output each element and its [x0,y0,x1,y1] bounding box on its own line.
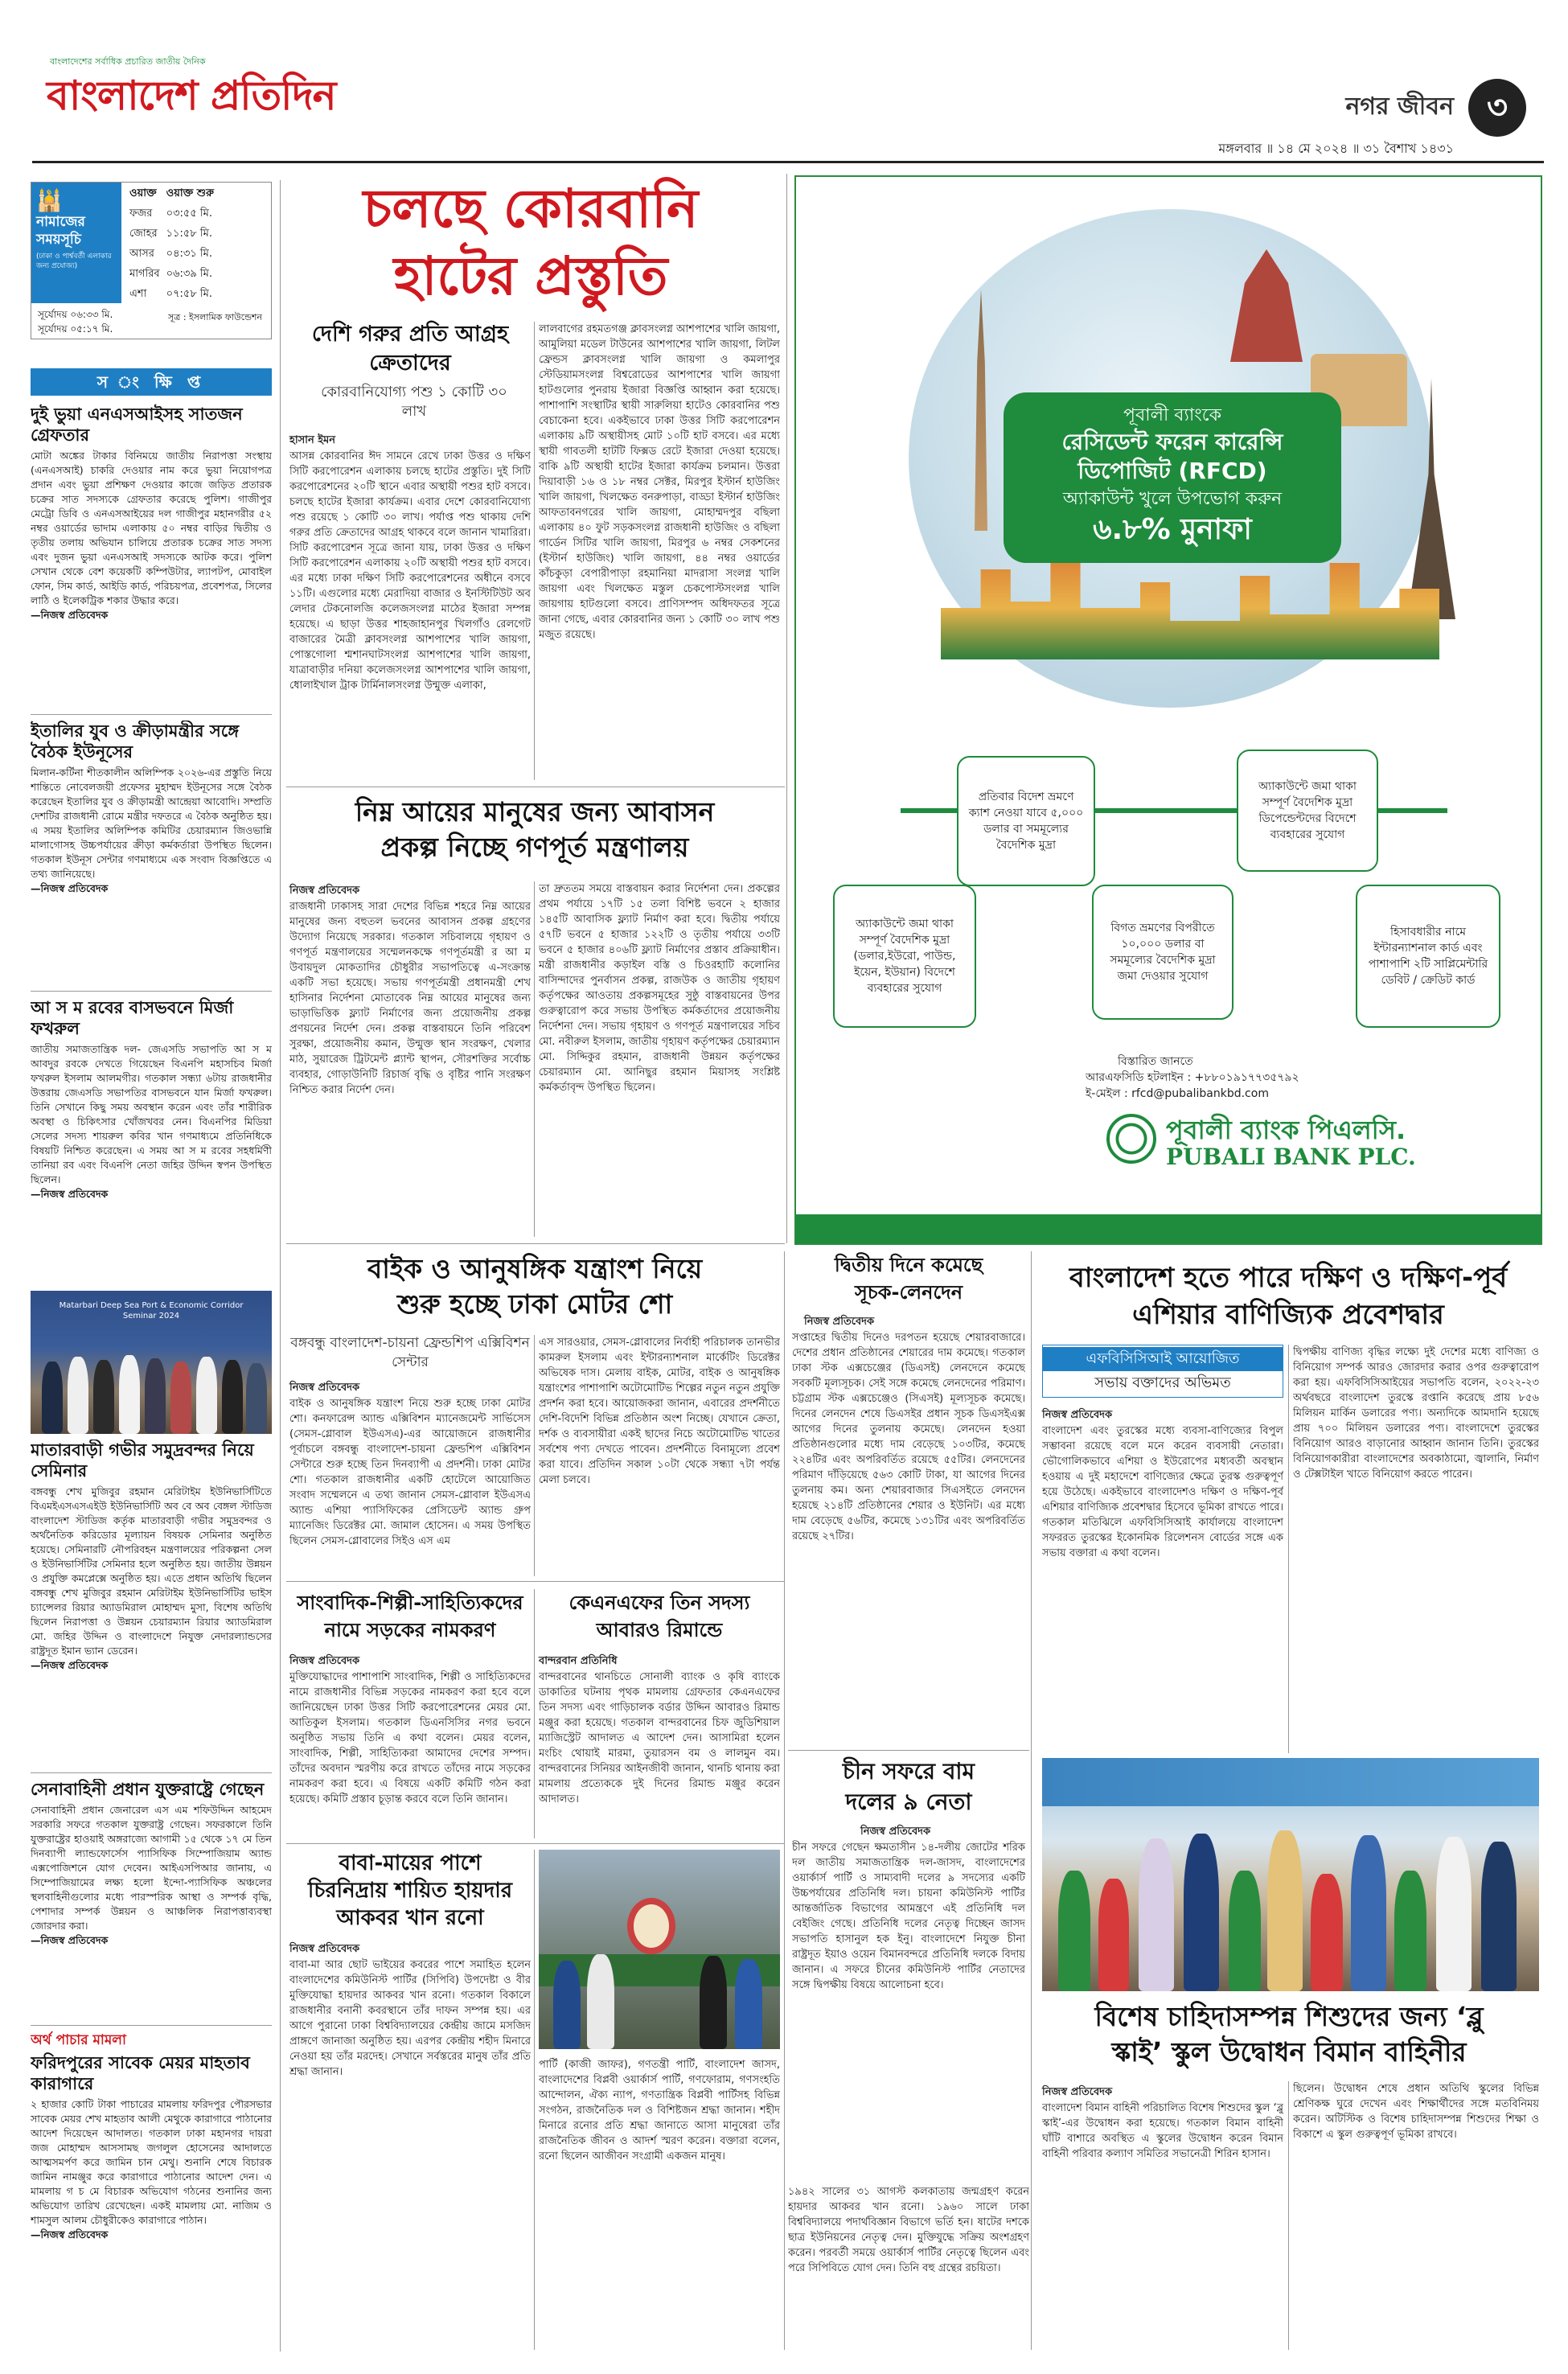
seminar-photo [31,1291,272,1434]
ad-feature-text: অ্যাকাউন্টে জমা থাকা সম্পূর্ণ বৈদেশিক মুদ্রা (ডলার,ইউরো, পাউন্ড, ইয়েন, ইউয়ান) বিদেশে ব্যবহারের সুযোগ [853,918,956,995]
story10-byline: নিজস্ব প্রতিবেদক [1042,2086,1113,2098]
story2-headline-line2: প্রকল্প নিচ্ছে গণপূর্ত মন্ত্রণালয় [380,832,689,863]
story5-headline-line1: কেএনএফের তিন সদস্য [569,1592,750,1614]
story10-body-col2: ছিলেন। উদ্বোধন শেষে প্রধান অতিথি স্কুলের বিভিন্ন শ্রেণিকক্ষ ঘুরে দেখেন এবং শিক্ষার্থীদের সঙ্গে মতবিনিময় করেন। অটিস্টিক ও বিশেষ চাহিদাসম্পন্ন শিশুদের শিক্ষা ও বিকাশে এ স্কুল গুরুত্বপূর্ণ ভূমিকা রাখবে। [1293,2083,1539,2141]
ad-feature-text: প্রতিবার বিদেশ ভ্রমণে ক্যাশ নেওয়া যাবে ৫,০০০ ডলার বা সমমূল্যের বৈদেশিক মুদ্রা [968,791,1084,852]
story3-headline-line1: বাইক ও আনুষঙ্গিক যন্ত্রাংশ নিয়ে [367,1253,703,1284]
story2-body-col2: তা দ্রুততম সময়ে বাস্তবায়ন করার নির্দেশনা দেন। প্রকল্পের প্রথম পর্যায়ে ১৭টি ১৫ তলা বিশিষ্ট ভবনে ২ হাজার ১৪৫টি আবাসিক ফ্ল্যাট নির্মাণ করা হবে। দ্বিতীয় পর্যায়ে ৫৭টি ভবনে ৫ হাজার ১২২টি ও তৃতীয় পর্যায়ে ৩৩টি ভবনে ৫ হাজার ৪০৬টি ফ্ল্যাট নির্মাণের প্রস্তাব প্রক্রিয়াধীন। মন্ত্রী রাজধানীর কড়াইল বস্তি ও চিওরহাটি কলোনির বাসিন্দাদের পুনর্বাসন প্রকল্প, রাজউক ও জাতীয় গৃহায়ণ কর্তৃপক্ষের আওতায় প্রকল্পসমূহের সুষ্ঠু বাস্তবায়নের উপর গুরুত্বারোপ করে সভায় উপস্থিত কর্মকর্তাদের প্রয়োজনীয় নির্দেশনা দেন। সভায় গৃহায়ণ ও গণপূর্ত মন্ত্রণালয়ের সচিব মো. নবীরুল ইসলাম, জাতীয় গৃহায়ণ কর্তৃপক্ষের চেয়ারম্যান মো. সিদ্দিকুর রহমান, রাজধানী উন্নয়ন কর্তৃপক্ষের চেয়ারম্যান মো. আনিছুর রহমান মিয়াসহ সংশ্লিষ্ট কর্মকর্তাবৃন্দ উপস্থিত ছিলেন। [539,883,780,1094]
sunrise: সূর্যোদয় ০৬:৩৩ মি. [38,309,113,320]
story9-body-col1: বাংলাদেশ এবং তুরস্কের মধ্যে ব্যবসা-বাণিজ্যের বিপুল সম্ভাবনা রয়েছে বলে মনে করেন ব্যবসায়ী নেতারা। ভৌগোলিকভাবে এশিয়া ও ইউরোপের মধ্যবর্তী অবস্থান হওয়ায় এ দুই মহাদেশে বাণিজ্যের ক্ষেত্রে তুরস্ক গুরুত্বপূর্ণ হয়ে উঠেছে। একইভাবে বাংলাদেশও দক্ষিণ ও দক্ষিণ-পূর্ব এশিয়ার বাণিজ্যিক প্রবেশদ্বার হিসেবে ভূমিকা রাখতে পারে। গতকাল মতিঝিলে এফবিসিসিআই কার্যালয়ে বাংলাদেশ সফররত তুরস্কের ইকোনমিক রিলেশনস বোর্ডের সঙ্গে এক সভায় বক্তারা এ কথা বলেন। [1042,1425,1283,1559]
lead-byline: হাসান ইমন [289,434,335,446]
namaz-title-block [31,183,121,303]
story9-kicker-line1: এফবিসিসিআই আয়োজিত [1043,1347,1283,1371]
lead-subhead-text: দেশি গরুর প্রতি আগ্রহ ক্রেতাদের [311,322,509,376]
story8-byline: নিজস্ব প্রতিবেদক [860,1826,931,1838]
brief-credit: —নিজস্ব প্রতিবেদক [31,882,109,894]
story3-subhead: বঙ্গবন্ধু বাংলাদেশ-চায়না ফ্রেন্ডশিপ এক্সিবিশন সেন্টার [290,1335,530,1370]
namaz-table [126,184,217,305]
pubali-logo-emblem-icon [1106,1114,1156,1164]
story7-body: সপ্তাহের দ্বিতীয় দিনেও দরপতন হয়েছে শেয়ারবাজারে। দেশের প্রধান প্রতিষ্ঠানের শেয়ারের দাম কমেছে। গতকাল ঢাকা স্টক এক্সচেঞ্জের (ডিএসই) লেনদেনে কমেছে সবকটি মূল্যসূচক। সেই সঙ্গে কমেছে লেনদেনের পরিমাণ। চট্টগ্রাম স্টক এক্সচেঞ্জেও (সিএসই) মূল্যসূচক কমেছে। দিনের লেনদেন শেষে ডিএসইর প্রধান সূচক ডিএসইএক্স আগের দিনের তুলনায় কমেছে। লেনদেন হওয়া প্রতিষ্ঠানগুলোর মধ্যে দাম বেড়েছে ১০৩টির, কমেছে ২২৪টির এবং অপরিবর্তিত রয়েছে ৫৫টির। লেনদেনের পরিমাণ দাঁড়িয়েছে ৫৬৩ কোটি টাকা, যা আগের দিনের তুলনায় কম। অন্য শেয়ারবাজার সিএসইতে লেনদেন হয়েছে ২১৪টি প্রতিষ্ঠানের শেয়ার ও ইউনিট। এর মধ্যে দাম বেড়েছে ৫৬টির, কমেছে ১৩১টির এবং অপরিবর্তিত রয়েছে ২৭টির। [792,1332,1025,1542]
brief-item [31,404,272,709]
lead-headline [289,175,772,310]
brief-title: সেনাবাহিনী প্রধান যুক্তরাষ্ট্রে গেছেন [31,1780,265,1799]
ad-rate: ৬.৮% মুনাফা [1093,513,1252,546]
brief-credit: —নিজস্ব প্রতিবেদক [31,609,109,621]
brief-kicker: অর্থ পাচার মামলা [31,2032,126,2048]
brief-credit: —নিজস্ব প্রতিবেদক [31,1188,109,1200]
story2-headline [289,795,780,865]
story6-body-col3: ১৯৪২ সালের ৩১ আগস্ট কলকাতায় জন্মগ্রহণ করেন হায়দার আকবর খান রনো। ১৯৬০ সালে ঢাকা বিশ্ববিদ্যালয়ে পদার্থবিজ্ঞান বিভাগে ভর্তি হন। ষাটের দশকে ছাত্র ইউনিয়নের নেতৃত্ব দেন। মুক্তিযুদ্ধে সক্রিয় অংশগ্রহণ করেন। পরবর্তী সময়ে ওয়ার্কার্স পার্টির নেতৃত্বে ছিলেন এবং পরে সিপিবিতে যোগ দেন। তিনি বহু গ্রন্থের রচয়িতা। [788,2186,1029,2274]
story4-byline: নিজস্ব প্রতিবেদক [289,1655,360,1667]
ad-offer-bubble [1004,392,1341,563]
story6-body-col2: পার্টি (কাজী জাফর), গণতন্ত্রী পার্টি, বাংলাদেশ জাসদ, বাংলাদেশের বিপ্লবী ওয়ার্কার্স পার্টি, গণফোরাম, গণসংহতি আন্দোলন, ঐক্য ন্যাপ, গণতান্ত্রিক বিপ্লবী পার্টিসহ বিভিন্ন সংগঠন, রাজনৈতিক দল ও বিশিষ্টজন শ্রদ্ধা জানান। শহীদ মিনারে রনোর প্রতি শ্রদ্ধা জানাতে আসা মানুষেরা তাঁর রাজনৈতিক জীবন ও আদর্শ স্মরণ করেন। বক্তারা বলেন, রনো ছিলেন আজীবন সংগ্রামী একজন মানুষ। [539,2059,780,2162]
story4-headline-line1: সাংবাদিক-শিল্পী-সাহিত্যিকদের [297,1592,523,1614]
namaz-note: (ঢাকা ও পার্শ্ববর্তী এলাকার জন্য প্রযোজ্য) [36,253,112,270]
story7-headline-line1: দ্বিতীয় দিনে কমেছে [834,1254,983,1276]
ad-feature-box [1356,885,1500,1028]
story9-headline-line2: এশিয়ার বাণিজ্যিক প্রবেশদ্বার [1132,1299,1444,1331]
seminar-banner: Matarbari Deep Sea Port & Economic Corridor Seminar 2024 [59,1301,244,1320]
story3-body-col1: বাইক ও আনুষঙ্গিক যন্ত্রাংশ নিয়ে শুরু হচ্ছে ঢাকা মোটর শো। কনফারেন্স অ্যান্ড এক্সিবিশন ম্যানেজমেন্ট সার্ভিসেস (সেমস-গ্লোবাল ইউএসএ)-এর আয়োজনে রাজধানীর পূর্বাচলে বঙ্গবন্ধু বাংলাদেশ-চায়না ফ্রেন্ডশিপ এক্সিবিশন সেন্টারে শুরু হচ্ছে তিন দিনব্যাপী এ প্রদর্শনী। ঢাকা মোটর শো। গতকাল রাজধানীর একটি হোটেলে আয়োজিত সংবাদ সম্মেলনে এ তথ্য জানান সেমস-গ্লোবাল ইউএসএ অ্যান্ড এশিয়া প্যাসিফিকের প্রেসিডেন্ট অ্যান্ড গ্রুপ ম্যানেজিং ডিরেক্টর মো. জামাল হোসেন। এ সময় উপস্থিত ছিলেন সেমস-গ্লোবালের সিইও এস এম [289,1398,531,1547]
section-name: নগর জীবন [1345,92,1454,121]
story4-headline [289,1589,531,1644]
namaz-row-name: এশা [129,288,147,300]
pubali-logo-bn: পূবালী ব্যাংক পিএলসি. [1166,1115,1406,1145]
namaz-row-name: মাগরিব [129,268,160,280]
story5-headline [539,1589,780,1644]
ad-contact [1086,1054,1407,1102]
namaz-box [31,182,272,339]
namaz-row-name: ফজর [129,207,153,220]
brief-text: মিলান-কর্টিনা শীতকালীন অলিম্পিক ২০২৬-এর প্রস্তুতি নিয়ে শান্তিতে নোবেলজয়ী প্রফেসর মুহাম্মদ ইউনূসের সঙ্গে বৈঠক করেছেন ইতালির যুব ও ক্রীড়ামন্ত্রী আন্দ্রেয়া আবোদি। সম্প্রতি দেশটির রাজধানী রোমে মন্ত্রীর দফতরে এ বৈঠক অনুষ্ঠিত হয়। এ সময় ইতালির অলিম্পিক কমিটির চেয়ারম্যান জিওভান্নি মালাগোসহ উচ্চপর্যায়ের ক্রীড়া কর্মকর্তারা উপস্থিত ছিলেন। গতকাল ইউনূস সেন্টার গণমাধ্যমে এক সংবাদ বিজ্ঞপ্তিতে এ তথ্য জানিয়েছে। [31,766,272,880]
namaz-title: নামাজের সময়সূচি [36,214,85,248]
story9-body-col2: দ্বিপক্ষীয় বাণিজ্য বৃদ্ধির লক্ষ্যে দুই দেশের মধ্যে বাণিজ্য ও বিনিয়োগ সম্পর্ক আরও জোরদার করার ওপর গুরুত্বারোপ করা হয়। এফবিসিসিআইয়ের সভাপতি বলেন, ২০২২-২৩ অর্থবছরে বাংলাদেশ তুরস্কে রপ্তানি করেছে প্রায় ৮৫৬ মিলিয়ন মার্কিন ডলারের পণ্য। অন্যদিকে আমদানি হয়েছে প্রায় ৭০০ মিলিয়ন ডলারের পণ্য। বাংলাদেশে তুরস্কের বিনিয়োগ আরও বাড়ানোর আহ্বান জানান তিনি। তুরস্কের বিনিয়োগকারীরা বাংলাদেশের অবকাঠামো, জ্বালানি, নির্মাণ ও টেক্সটাইল খাতে বিনিয়োগ করতে পারেন। [1293,1346,1539,1481]
ad-pubali [794,175,1542,1245]
story6-byline: নিজস্ব প্রতিবেদক [289,1943,360,1955]
brief-text: ২ হাজার কোটি টাকা পাচারের মামলায় ফরিদপুর পৌরসভার সাবেক মেয়র শেখ মাহতাব আলী মেথুকে কারাগারে পাঠানোর আদেশ দিয়েছেন আদালত। গতকাল ঢাকা মহানগর দায়রা জজ মোহাম্মদ আসসামছ জগলুল হোসেনের আদালতে আত্মসমর্পণ করে জামিন চান মেথু। শুনানি শেষে বিচারক জামিন নামঞ্জুর করে কারাগারে পাঠানোর আদেশ দেন। এ মামলায় গ চ মে বিচারক অভিযোগ গঠনের শুনানির জন্য অভিযোগ তারিখ রেখেছেন। একই মামলায় মো. নাজিম ও শামসুল আলম চৌধুরীকেও কারাগারে পাঠান। [31,2098,272,2226]
brief-text: সেনাবাহিনী প্রধান জেনারেল এস এম শফিউদ্দিন আহমেদ সরকারি সফরে গতকাল যুক্তরাষ্ট্র গেছেন। সফরকালে তিনি যুক্তরাষ্ট্রের হাওয়াই অঙ্গরাজ্যে আগামী ১৫ থেকে ১৭ মে তিন দিনব্যাপী ল্যান্ডফোর্সেস প্যাসিফিক সিম্পোজিয়াম অ্যান্ড এক্সপোজিশনে যোগ দেবেন। আইএসপিআর জানায়, এ সিম্পোজিয়ামের লক্ষ্য হলো ইন্দো-প্যাসিফিক অঞ্চলের স্থলবাহিনীগুলোর মধ্যে পারস্পরিক আস্থা ও সম্পর্ক বৃদ্ধি, পেশাদার সম্পর্ক উন্নয়ন ও আঞ্চলিক নিরাপত্তাব্যবস্থা জোরদার করা। [31,1804,272,1932]
story9-kicker-line2: সভায় বক্তাদের অভিমত [1094,1374,1231,1391]
ad-feature-box [833,885,976,1028]
story4-headline-line2: নামে সড়কের নামকরণ [324,1619,496,1641]
namaz-row-name: জোহর [129,228,158,240]
wreath-icon [627,1898,675,1954]
story10-headline [1039,1999,1539,2070]
lead-headline-line2: হাটের প্রস্তুতি [393,245,668,307]
story10-headline-line2: স্কাই’ স্কুল উদ্বোধন বিমান বাহিনীর [1111,2036,1467,2068]
ad-bank-line: পূবালী ব্যাংকে [1123,405,1221,425]
brief-text: বঙ্গবন্ধু শেখ মুজিবুর রহমান মেরিটাইম ইউনিভার্সিটিতে বিএমইএসএসএইউ ইউনিভার্সিটি অব বে অব বেঙ্গল স্টাডিজ বাংলাদেশ স্টাডিজ কর্তৃক মাতারবাড়ী গভীর সমুদ্রবন্দর ও অর্থনৈতিক করিডোর মূল্যায়ন বিষয়ক সেমিনার অনুষ্ঠিত হয়েছে। সেমিনারটি নৌপরিবহন মন্ত্রণালয়ের পরিকল্পনা সেল ও ইউনিভার্সিটির সেমিনার হলে অনুষ্ঠিত হয়। জাতীয় উন্নয়ন ও প্রযুক্তি কমপ্লেক্সে অনুষ্ঠিত হয়। এতে প্রধান অতিথি ছিলেন বঙ্গবন্ধু শেখ মুজিবুর রহমান মেরিটাইম ইউনিভার্সিটির ভাইস চ্যান্সেলর রিয়ার অ্যাডমিরাল মোহাম্মদ মুসা, বিশেষ অতিথি ছিলেন নিরাপত্তা ও উন্নয়ন চেয়ারম্যান রিয়ার অ্যাডমিরাল মো. জহির উদ্দিন ও বাংলাদেশে নিযুক্ত নেদারল্যান্ডসের রাষ্ট্রদূত ইমান ভ্যান ডেরেন। [31,1485,272,1657]
ad-contact-phone: আরএফসিডি হটলাইন : +৮৮০১৯১৭৭৩৫৭৯২ [1086,1071,1299,1084]
story5-byline: বান্দরবান প্রতিনিধি [539,1655,618,1667]
brief-item [31,2030,272,2351]
brief-item [31,1779,272,2020]
brief-item [31,997,272,1287]
story6-body-col1: বাবা-মা আর ছোট ভাইয়ের কবরের পাশে সমাহিত হলেন বাংলাদেশের কমিউনিস্ট পার্টির (সিপিবি) উপদেষ্টা ও বীর মুক্তিযোদ্ধা হায়দার আকবর খান রনো। গতকাল বিকালে রাজধানীর বনানী কবরস্থানে তাঁর দাফন সম্পন্ন হয়। এর আগে পুরানো ঢাকা বিশ্ববিদ্যালয়ের কেন্দ্রীয় জামে মসজিদ প্রাঙ্গণে জানাজা অনুষ্ঠিত হয়। এরপর কেন্দ্রীয় শহীদ মিনারে নেওয়া হয় তাঁর মরদেহ। সেখানে সর্বস্তরের মানুষ তাঁর প্রতি শ্রদ্ধা জানান। [289,1959,531,2078]
story10-headline-line1: বিশেষ চাহিদাসম্পন্ন শিশুদের জন্য ‘ব্লু [1094,2001,1484,2032]
ad-feature-text: অ্যাকাউন্টে জমা থাকা সম্পূর্ণ বৈদেশিক মুদ্রা ডিপেন্ডেন্টদের বিদেশে ব্যবহারের সুযোগ [1258,780,1357,841]
namaz-row-time: ০৩:৫৫ মি. [166,207,212,220]
story8-headline-line2: দলের ৯ নেতা [845,1789,972,1815]
masthead-slogan: বাংলাদেশের সর্বাধিক প্রচারিত জাতীয় দৈনিক [50,56,206,67]
story9-byline: নিজস্ব প্রতিবেদক [1042,1409,1113,1421]
ad-feature-box [1237,750,1378,872]
masthead-logo: বাংলাদেশ প্রতিদিন [47,72,336,119]
brief-credit: —নিজস্ব প্রতিবেদক [31,1659,109,1671]
issue-date: মঙ্গলবার ॥ ১৪ মে ২০২৪ ॥ ৩১ বৈশাখ ১৪৩১ [1218,141,1454,156]
story9-headline [1039,1259,1537,1333]
brief-item [31,1440,272,1769]
namaz-row-time: ১১:৫৮ মি. [166,228,212,240]
story7-headline [792,1251,1025,1306]
story6-headline-line3: আকবর খান রনো [336,1906,484,1930]
ad-feature-box [957,756,1095,886]
ad-feature-text: বিগত ভ্রমণের বিপরীতে ১০,০০০ ডলার বা সমমূল্যের বৈদেশিক মুদ্রা জমা দেওয়ার সুযোগ [1110,922,1216,983]
story7-headline-line2: সূচক-লেনদেন [854,1281,963,1304]
story2-body-col1: রাজধানী ঢাকাসহ সারা দেশের বিভিন্ন শহরে নিম্ন আয়ের মানুষের জন্য বহুতল ভবনের আবাসন প্রকল্প গ্রহণের উদ্যোগ নিয়েছে সরকার। গতকাল সচিবালয়ে গৃহায়ণ ও গণপূর্ত মন্ত্রণালয়ের সম্মেলনকক্ষে গণপূর্তমন্ত্রী র আ ম উবায়দুল মোকতাদির চৌধুরীর সভাপতিত্বে এ-সংক্রান্ত একটি সভা হয়েছে। সভায় গণপূর্তমন্ত্রী প্রধানমন্ত্রী শেখ হাসিনার নির্দেশনা মোতাবেক নিম্ন আয়ের মানুষের জন্য ভাড়াভিত্তিক ফ্ল্যাট নির্মাণের জন্য প্রয়োজনীয় প্রকল্প প্রণয়নের নির্দেশ দেন। প্রকল্প বাস্তবায়নে তিনি পরিবেশ সুরক্ষা, প্রয়োজনীয় কমান, উন্মুক্ত স্থান সংরক্ষণ, খেলার মাঠ, সুয়ারেজ ট্রিটমেন্ট প্ল্যান্ট স্থাপন, সৌরশক্তির সর্বোচ্চ ব্যবহার, গোড়াউনিটি রিচার্জ বৃদ্ধি ও বৃষ্টির পানি সংরক্ষণ নিশ্চিত করার নির্দেশ দেন। [289,901,531,1096]
brief-text: মোটা অঙ্কের টাকার বিনিময়ে জাতীয় নিরাপত্তা সংস্থায় (এনএসআই) চাকরি দেওয়ার নাম করে ভুয়া নিয়োগপত্র প্রদান এবং ভুয়া প্রশিক্ষণ দেওয়ার কাজে জড়িত প্রতারক চক্রের সাত সদস্যকে গ্রেফতার করেছে পুলিশ। গাজীপুর মেট্রো ডিবি ও এনএসআইয়ের দল গাজীপুর মহানগরীর ৫২ নম্বর ওয়ার্ডের ভাদাম এলাকায় ৫০ নম্বর বাড়ির দ্বিতীয় ও তৃতীয় তলায় অভিযান চালিয়ে প্রতারক চক্রের সাত সদস্য এবং দুজন ভুয়া এনএসআই সদস্যকে আটক করে। পুলিশ সেখান থেকে বেশ কয়েকটি কম্পিউটার, ল্যাপটপ, মোবাইল ফোন, সিম কার্ড, আইডি কার্ড, পরিচয়পত্র, প্রবেশপত্র, সিলের লাঠি ও ইলেকট্রিক শকার উদ্ধার করে। [31,450,272,606]
page-number: ৩ [1468,79,1526,137]
story3-byline: নিজস্ব প্রতিবেদক [289,1382,360,1394]
ad-feature-box [1092,885,1233,1020]
namaz-row-time: ০৪:৩১ মি. [166,248,212,260]
ad-offer-line: অ্যাকাউন্ট খুলে উপভোগ করুন [1062,489,1283,509]
story2-headline-line1: নিম্ন আয়ের মানুষের জন্য আবাসন [355,796,715,828]
story8-body: চীন সফরে গেছেন ক্ষমতাসীন ১৪-দলীয় জোটের শরিক দল জাতীয় সমাজতান্ত্রিক দল-জাসদ, বাংলাদেশের ওয়ার্কার্স পার্টি ও সাম্যবাদী দলের ৯ সদস্যের একটি উচ্চপর্যায়ের প্রতিনিধি দল। চায়না কমিউনিস্ট পার্টির আন্তর্জাতিক বিভাগের আমন্ত্রণে এই প্রতিনিধি দল বেইজিং গেছে। প্রতিনিধি দলের নেতৃত্ব দিচ্ছেন জাসদ সভাপতি হাসানুল হক ইনু। বাংলাদেশে নিযুক্ত চীনা রাষ্ট্রদূত ইয়াও ওয়েন বিমানবন্দরে প্রতিনিধি দলকে বিদায় জানান। এ সফরে চীনের কমিউনিস্ট পার্টির নেতাদের সঙ্গে দ্বিপক্ষীয় বিষয়ে আলোচনা হবে। [792,1842,1025,1991]
story8-headline-line1: চীন সফরে বাম [842,1758,975,1785]
sidebar-header: স ং ক্ষি প্ত [31,368,272,396]
lead-subhead2: কোরবানিযোগ্য পশু ১ কোটি ৩০ লাখ [321,384,507,420]
story6-headline-line2: চিরনিদ্রায় শায়িত হায়দার [307,1879,513,1903]
story8-headline [792,1756,1025,1817]
blue-sky-school-photo [1042,1758,1539,1991]
funeral-photo [539,1850,780,2049]
lead-body-col1: আসন্ন কোরবানির ঈদ সামনে রেখে ঢাকা উত্তর ও দক্ষিণ সিটি করপোরেশন এলাকায় চলছে হাটের প্রস্তুতি। দুই সিটি করপোরেশনের ২০টি স্থানে এবার অস্থায়ী পশুর হাট বসবে। চলছে হাটের ইজারা কার্যক্রম। এবার দেশে কোরবানিযোগ্য পশু রয়েছে ১ কোটি ৩০ লাখ। পর্যাপ্ত পশু থাকায় দেশি গরুর প্রতি ক্রেতাদের আগ্রহ থাকবে বলে জানান খামারিরা। সিটি করপোরেশন সূত্রে জানা যায়, ঢাকা উত্তর ও দক্ষিণ সিটি করপোরেশন এলাকায় ২০টি অস্থায়ী পশুর হাট বসবে। এর মধ্যে ঢাকা দক্ষিণ সিটি করপোরেশনের অধীনে বসবে ১১টি। এগুলোর মধ্যে মেরাদিয়া বাজার ও ইনস্টিটিউট অব লেদার টেকনোলজি কলেজসংলগ্ন মাঠের ইজারা সম্পন্ন হয়েছে। এ ছাড়া উত্তর শাহজাহানপুর খিলগাঁও রেলগেট বাজারের মৈত্রী ক্লাবসংলগ্ন আশপাশের খালি জায়গা, পোস্তগোলা শ্মশানঘাটসংলগ্ন আশপাশের খালি জায়গা, যাত্রাবাড়ীর দনিয়া কলেজসংলগ্ন আশপাশের খালি জায়গা, ধোলাইখাল ট্রাক টার্মিনালসংলগ্ন উন্মুক্ত এলাকা, [289,450,531,692]
story7-byline: নিজস্ব প্রতিবেদক [804,1316,875,1328]
story3-headline-line2: শুরু হচ্ছে ঢাকা মোটর শো [396,1288,673,1320]
brief-title: ইতালির যুব ও ক্রীড়ামন্ত্রীর সঙ্গে বৈঠক ইউনূসের [31,721,240,762]
namaz-row-time: ০৬:৩৯ মি. [166,268,213,280]
mosque-icon: 🕌 [36,189,63,213]
story10-body-col1: বাংলাদেশ বিমান বাহিনী পরিচালিত বিশেষ শিশুদের স্কুল ‘ব্লু স্কাই’-এর উদ্বোধন করা হয়েছে। গতকাল বিমান বাহিনী ঘাঁটি বাশারে অবস্থিত এ স্কুলের উদ্বোধন করেন বিমান বাহিনী পরিবার কল্যাণ সমিতির সভানেত্রী শিরিন হাসান। [1042,2102,1283,2160]
namaz-source: সূত্র : ইসলামিক ফাউন্ডেশন [168,312,262,322]
namaz-col-start: ওয়াক্ত শুরু [166,187,214,199]
brief-title: ফরিদপুরের সাবেক মেয়র মাহতাব কারাগারে [31,2053,250,2093]
lead-headline-line1: চলছে কোরবানি [363,178,699,240]
ad-contact-email: ই-মেইল : rfcd@pubalibankbd.com [1086,1087,1269,1100]
brief-credit: —নিজস্ব প্রতিবেদক [31,1934,109,1946]
lead-body-col2: লালবাগের রহমতগঞ্জ ক্লাবসংলগ্ন আশপাশের খালি জায়গা, আমুলিয়া মডেল টাউনের আশপাশের খালি জায়গা, লিটল ফ্রেন্ডস ক্লাবসংলগ্ন খালি জায়গা ও কমলাপুর স্টেডিয়ামসংলগ্ন বিশ্বরোডের আশপাশের খালি জায়গা হাটগুলোর পুনরায় ইজারা বিজ্ঞপ্তি আহ্বান করা হয়েছে। পাশাপাশি সংস্থাটির স্থায়ী সারুলিয়া হাটেও কোরবানির পশু বেচাকেনা হবে। একইভাবে ঢাকা উত্তর সিটি করপোরেশন এলাকায় ৯টি অস্থায়ীসহ মোট ১০টি হাট বসবে। এর মধ্যে স্থায়ী গাবতলী হাটটি ফিক্সড রেটে ইজারা দেওয়া হয়েছে। বাকি ৯টি অস্থায়ী হাটের ইজারা কার্যক্রম চলমান। উত্তরা দিয়াবাড়ী ১৬ ও ১৮ নম্বর সেক্টর, মিরপুর ইস্টার্ন হাউজিং খালি জায়গা, খিলক্ষেত বনরুপাড়া, বাড্ডা ইস্টার্ন হাউজিং আফতাবনগরের খালি জায়গা, মোহাম্মদপুর বছিলা এলাকায় ৪০ ফুট সড়কসংলগ্ন রাজধানী হাউজিং ও বছিলা গার্ডেন সিটির খালি জায়গা, মিরপুর ৬ নম্বর সেকশনের (ইস্টার্ন হাউজিং) খালি জায়গা, ৪৪ নম্বর ওয়ার্ডের কাঁচকুড়া বেপারীপাড়া রহমানিয়া মাদরাসা সংলগ্ন খালি জায়গা এবং খিলক্ষেত মস্তুল চেকপোস্টসংলগ্ন খালি জায়গায় হাটগুলো বসবে। প্রাণিসম্পদ অধিদফতর সূত্রে জানা গেছে, এবার কোরবানির জন্য ১ কোটি ৩০ লাখ পশু মজুত রয়েছে। [539,323,780,641]
masthead [47,48,1542,156]
story6-headline-line1: বাবা-মায়ের পাশে [339,1851,482,1875]
namaz-row-time: ০৭:৫৮ মি. [166,288,212,300]
brief-credit: —নিজস্ব প্রতিবেদক [31,2228,109,2241]
namaz-col-waqt: ওয়াক্ত [129,187,157,199]
brief-item [31,721,272,986]
namaz-row-name: আসর [129,248,154,260]
story9-kicker-box [1042,1345,1283,1398]
story6-headline [289,1850,531,1932]
story2-byline: নিজস্ব প্রতিবেদক [289,885,360,897]
brief-text: জাতীয় সমাজতান্ত্রিক দল- জেএসডি সভাপতি আ স ম আবদুর রবকে দেখতে গিয়েছেন বিএনপি মহাসচিব মির্জা ফখরুল ইসলাম আলমগীর। গতকাল সন্ধ্যা ৬টায় রাজধানীর উত্তরায় জেএসডি সভাপতির বাসভবনে যান মির্জা ফখরুল। তিনি সেখানে কিছু সময় অবস্থান করেন এবং তাঁর শারীরিক অবস্থা ও চিকিৎসার খোঁজখবর নেন। বিএনপির মিডিয়া সেলের সদস্য শায়রুল কবির খান গণমাধ্যমে প্রতিনিধিকে বিষয়টি নিশ্চিত করেছেন। এ সময় আ স ম রবের সহধর্মিণী তানিয়া রব এবং বিএনপি নেতা জহির উদ্দিন স্বপন উপস্থিত ছিলেন। [31,1043,272,1185]
story3-body-col2: এস সারওয়ার, সেমস-গ্লোবালের নির্বাহী পরিচালক তানভীর কামরুল ইসলাম এবং ইন্টারন্যাশনাল মার্কেটিং ডিরেক্টর অভিষেক দাস। মেলায় বাইক, মোটর, বাইক ও আনুষঙ্গিক যন্ত্রাংশের পাশাপাশি অটোমোটিভ শিল্পের নতুন নতুন প্রযুক্তি প্রদর্শন করা হবে। আয়োজকরা জানান, এবারের প্রদর্শনীতে দেশি-বিদেশি বিভিন্ন প্রতিষ্ঠান অংশ নিচ্ছে। যেখানে ক্রেতা, দর্শক ও ব্যবসায়ীরা একই ছাদের নিচে অটোমোটিভ খাতের সর্বশেষ পণ্য দেখতে পাবেন। প্রদর্শনীতে বিনামূল্যে প্রবেশ করা যাবে। প্রতিদিন সকাল ১০টা থেকে সন্ধ্যা ৭টা পর্যন্ত মেলা চলবে। [539,1337,780,1486]
sunset: সূর্যোদয় ০৫:১৭ মি. [38,323,113,335]
story3-headline [289,1251,780,1322]
story5-headline-line2: আবারও রিমান্ডে [596,1619,723,1641]
pubali-logo-en: PUBALI BANK PLC. [1166,1144,1416,1170]
ad-feature-text: হিসাবধারীর নামে ইন্টারন্যাশনাল কার্ড এবং পাশাপাশি ২টি সাপ্লিমেন্টারি ডেবিট / ক্রেডিট কার্ড [1368,926,1488,987]
story5-body: বান্দরবানের থানচিতে সোনালী ব্যাংক ও কৃষি ব্যাংকে ডাকাতির ঘটনায় পৃথক মামলায় গ্রেফতার কেএনএফের তিন সদস্য এবং গাড়িচালক বর্ডার উদ্দিন আবারও রিমান্ড মঞ্জুর করা হয়েছে। গতকাল বান্দরবানের চিফ জুডিশিয়াল ম্যাজিস্ট্রেট আদালত এ আদেশ দেন। আসামিরা হলেন মংচিং থোয়াই মারমা, তুয়ারসন বম ও লালমুন বম। বান্দরবানের সিনিয়র আইনজীবী জানান, থানচি থানায় করা মামলায় প্রত্যেককে দুই দিনের রিমান্ড মঞ্জুর করেন আদালত। [539,1671,780,1805]
brief-title: আ স ম রবের বাসভবনে মির্জা ফখরুল [31,998,234,1038]
lead-subhead [293,320,527,378]
story9-headline-line1: বাংলাদেশ হতে পারে দক্ষিণ ও দক্ষিণ-পূর্ব [1069,1262,1508,1294]
brief-title: মাতারবাড়ী গভীর সমুদ্রবন্দর নিয়ে সেমিনার [31,1440,254,1481]
ad-product-line1: রেসিডেন্ট ফরেন কারেন্সি [1061,429,1283,455]
ad-contact-title: বিস্তারিত জানতে [1118,1055,1193,1068]
ad-product-line2: ডিপোজিট (RFCD) [1077,458,1267,484]
brief-title: দুই ভুয়া এনএসআইসহ সাতজন গ্রেফতার [31,405,243,445]
story4-body: মুক্তিযোদ্ধাদের পাশাপাশি সাংবাদিক, শিল্পী ও সাহিত্যিকদের নামে রাজধানীর বিভিন্ন সড়কের নামকরণ করা হবে বলে জানিয়েছেন ঢাকা উত্তর সিটি করপোরেশনের মেয়র মো. আতিকুল ইসলাম। গতকাল ডিএনসিসির নগর ভবনে অনুষ্ঠিত সভায় তিনি এ কথা বলেন। মেয়র বলেন, সাংবাদিক, শিল্পী, সাহিত্যিকরা আমাদের দেশের সম্পদ। তাঁদের অবদান স্মরণীয় করে রাখতে তাঁদের নামে সড়কের নামকরণ করা হবে। এ বিষয়ে একটি কমিটি গঠন করা হয়েছে। কমিটি প্রস্তাব চূড়ান্ত করবে বলে তিনি জানান। [289,1671,531,1805]
